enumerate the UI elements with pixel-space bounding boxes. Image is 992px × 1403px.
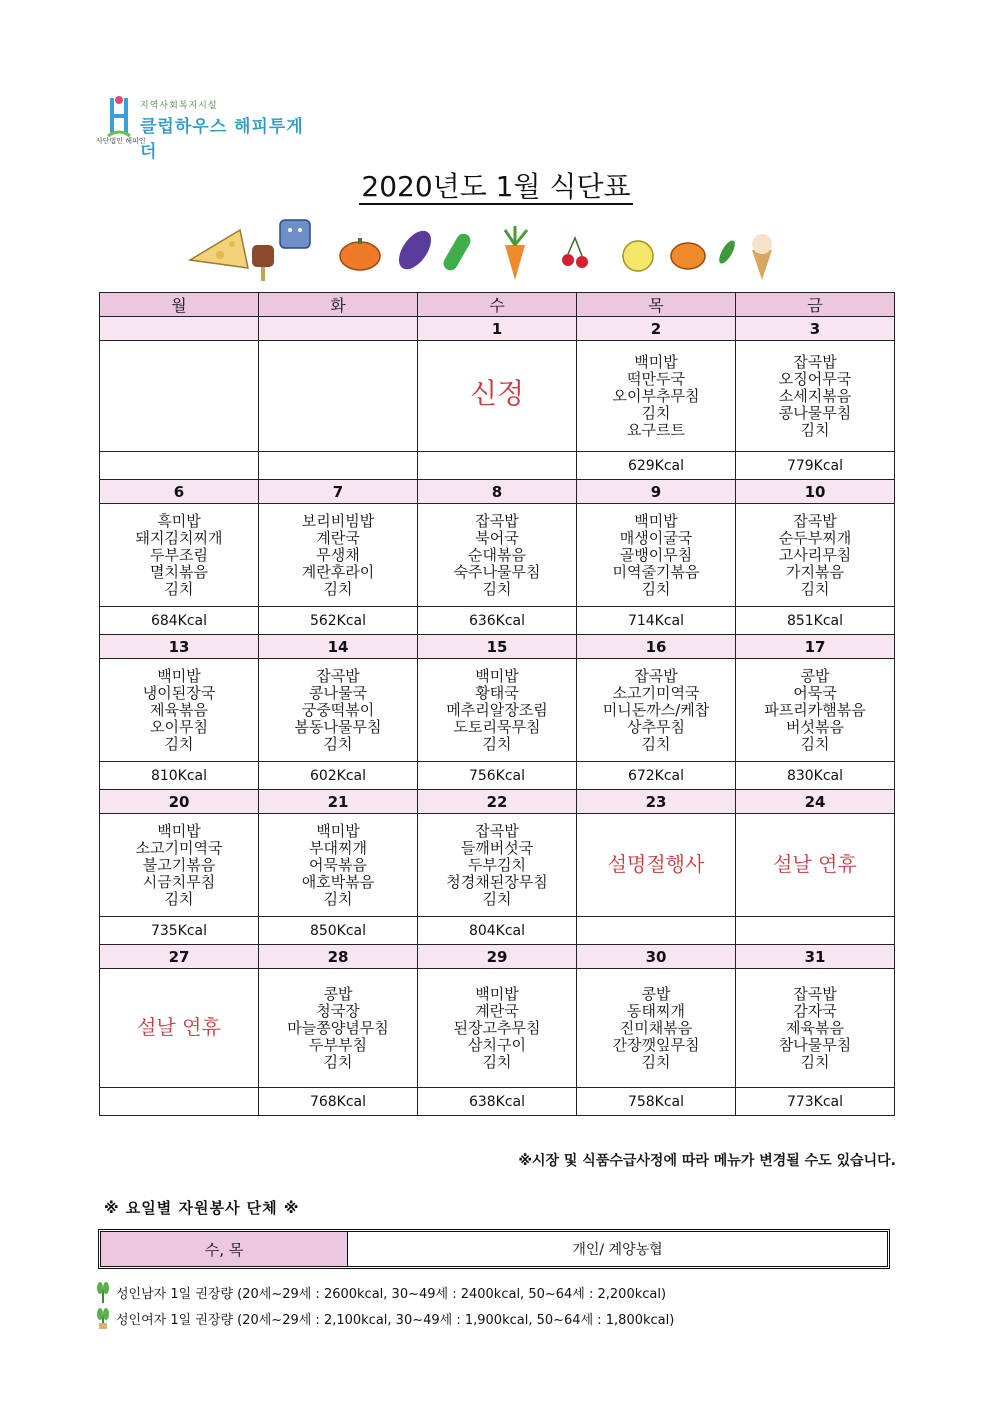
menu-items: 콩밥 청국장 마늘쫑양념무침 두부부침 김치 — [287, 984, 389, 1071]
kcal-cell: 850Kcal — [259, 917, 418, 945]
date-cell: 27 — [100, 945, 259, 969]
kcal-row — [100, 452, 895, 480]
date-cell — [259, 317, 418, 341]
kcal-row — [100, 607, 895, 635]
kcal-cell — [736, 917, 895, 945]
menu-items: 콩밥 어묵국 파프리카햄볶음 버섯볶음 김치 — [764, 666, 866, 753]
eggplant-icon — [393, 225, 438, 275]
kcal-cell: 810Kcal — [100, 762, 259, 790]
date-cell: 6 — [100, 480, 259, 504]
menu-row — [100, 341, 895, 452]
kcal-cell — [259, 452, 418, 480]
kcal-cell: 684Kcal — [100, 607, 259, 635]
logo — [96, 92, 316, 162]
menu-cell — [577, 969, 736, 1088]
sprout-icon — [96, 1281, 110, 1303]
menu-items: 잡곡밥 소고기미역국 미니돈까스/케찹 상추무침 김치 — [602, 666, 710, 753]
food-banner — [170, 210, 780, 290]
date-row — [100, 317, 895, 341]
weekday-header-row — [100, 293, 895, 317]
menu-items: 보리비빔밥 계란국 무생채 계란후라이 김치 — [301, 511, 375, 598]
menu-cell — [259, 814, 418, 917]
popsicle-icon — [252, 245, 274, 281]
kcal-cell — [418, 452, 577, 480]
cherry-icon — [562, 238, 588, 268]
icecream-icon — [752, 234, 772, 280]
kcal-cell: 638Kcal — [418, 1088, 577, 1116]
menu-cell — [418, 659, 577, 762]
menu-items: 백미밥 계란국 된장고추무침 삼치구이 김치 — [453, 984, 541, 1071]
menu-cell — [259, 659, 418, 762]
menu-row — [100, 814, 895, 917]
kcal-row — [100, 917, 895, 945]
menu-items: 콩밥 동태찌개 진미채볶음 간장깻잎무침 김치 — [612, 984, 700, 1071]
kcal-cell: 636Kcal — [418, 607, 577, 635]
menu-cell — [736, 341, 895, 452]
menu-items: 잡곡밥 들깨버섯국 두부김치 청경채된장무침 김치 — [446, 821, 548, 908]
holiday-label: 설날 연휴 — [137, 1014, 221, 1039]
menu-cell — [259, 504, 418, 607]
menu-cell — [100, 659, 259, 762]
kcal-cell: 629Kcal — [577, 452, 736, 480]
date-cell: 8 — [418, 480, 577, 504]
menu-cell — [259, 341, 418, 452]
weekday-header: 월 — [100, 293, 259, 317]
cucumber-icon — [441, 231, 473, 273]
date-row — [100, 635, 895, 659]
menu-items: 백미밥 매생이굴국 골뱅이무침 미역줄기볶음 김치 — [612, 511, 700, 598]
date-cell: 23 — [577, 790, 736, 814]
kcal-row — [100, 762, 895, 790]
menu-cell — [100, 504, 259, 607]
date-cell: 30 — [577, 945, 736, 969]
menu-change-notice: ※시장 및 식품수급사정에 따라 메뉴가 변경될 수도 있습니다. — [518, 1153, 896, 1169]
page-title: 2020년도 1월 식단표 — [361, 170, 631, 203]
kcal-cell — [100, 1088, 259, 1116]
kcal-cell — [100, 452, 259, 480]
kcal-cell: 756Kcal — [418, 762, 577, 790]
kcal-cell: 672Kcal — [577, 762, 736, 790]
date-cell: 31 — [736, 945, 895, 969]
logo-org: 사단법인 해피인 — [96, 137, 146, 145]
menu-cell — [418, 341, 577, 452]
menu-cell — [259, 969, 418, 1088]
can-icon — [280, 220, 310, 248]
pumpkin-icon — [340, 238, 380, 270]
menu-cell — [577, 659, 736, 762]
menu-items: 백미밥 부대찌개 어묵볶음 애호박볶음 김치 — [301, 821, 375, 908]
menu-items: 잡곡밥 감자국 제육볶음 참나물무침 김치 — [778, 984, 852, 1071]
kcal-cell: 562Kcal — [259, 607, 418, 635]
menu-cell — [418, 969, 577, 1088]
apple-icon — [623, 241, 653, 271]
date-cell: 22 — [418, 790, 577, 814]
holiday-label: 설날 연휴 — [773, 851, 857, 876]
kcal-row — [100, 1088, 895, 1116]
volunteer-group: 개인/ 계양농협 — [572, 1242, 663, 1258]
intake-male-text: 성인남자 1일 권장량 (20세~29세 : 2600kcal, 30~49세 : 2400kcal, 50~64세 : 2,200kcal) — [116, 1286, 667, 1302]
intake-female — [96, 1307, 674, 1329]
intake-female-text: 성인여자 1일 권장량 (20세~29세 : 2,100kcal, 30~49세 : 1,900kcal, 50~64세 : 1,800kcal) — [116, 1312, 675, 1328]
pepper-icon — [716, 238, 738, 266]
date-cell — [100, 317, 259, 341]
date-cell: 24 — [736, 790, 895, 814]
menu-items: 백미밥 황태국 메추리알장조림 도토리묵무침 김치 — [446, 666, 548, 753]
volunteer-day: 수, 목 — [101, 1232, 348, 1266]
menu-cell — [736, 659, 895, 762]
logo-subtitle: 지역사회복지시설 — [140, 101, 218, 111]
sprout-icon — [96, 1307, 110, 1329]
menu-items: 백미밥 소고기미역국 불고기볶음 시금치무침 김치 — [135, 821, 223, 908]
menu-cell — [100, 341, 259, 452]
menu-items: 백미밥 냉이된장국 제육볶음 오이무침 김치 — [142, 666, 216, 753]
date-cell: 16 — [577, 635, 736, 659]
kcal-cell: 830Kcal — [736, 762, 895, 790]
weekday-header: 금 — [736, 293, 895, 317]
pumpkin-icon — [671, 243, 705, 269]
weekday-header: 목 — [577, 293, 736, 317]
menu-items: 잡곡밥 순두부찌개 고사리무침 가지볶음 김치 — [778, 511, 852, 598]
date-cell: 10 — [736, 480, 895, 504]
logo-name: 클럽하우스 해피투게더 — [140, 117, 304, 162]
kcal-cell: 773Kcal — [736, 1088, 895, 1116]
menu-cell — [736, 969, 895, 1088]
date-cell: 1 — [418, 317, 577, 341]
menu-cell — [418, 504, 577, 607]
kcal-cell: 602Kcal — [259, 762, 418, 790]
date-cell: 14 — [259, 635, 418, 659]
date-cell: 20 — [100, 790, 259, 814]
intake-male — [96, 1281, 666, 1303]
volunteer-table — [98, 1229, 890, 1269]
cheese-icon — [190, 230, 248, 268]
volunteer-title: ※ 요일별 자원봉사 단체 ※ — [104, 1199, 300, 1217]
kcal-cell: 758Kcal — [577, 1088, 736, 1116]
menu-items: 잡곡밥 콩나물국 궁중떡볶이 봄동나물무침 김치 — [294, 666, 382, 753]
date-cell: 2 — [577, 317, 736, 341]
menu-table — [99, 292, 895, 1116]
date-cell: 15 — [418, 635, 577, 659]
menu-cell — [736, 504, 895, 607]
menu-cell — [100, 969, 259, 1088]
menu-row — [100, 659, 895, 762]
date-cell: 29 — [418, 945, 577, 969]
menu-row — [100, 969, 895, 1088]
menu-cell — [736, 814, 895, 917]
date-cell: 28 — [259, 945, 418, 969]
menu-row — [100, 504, 895, 607]
kcal-cell: 804Kcal — [418, 917, 577, 945]
date-cell: 17 — [736, 635, 895, 659]
holiday-label: 설명절행사 — [607, 851, 705, 876]
menu-cell — [577, 814, 736, 917]
date-row — [100, 480, 895, 504]
logo-h-icon — [104, 94, 134, 140]
weekday-header: 화 — [259, 293, 418, 317]
kcal-cell — [577, 917, 736, 945]
date-row — [100, 945, 895, 969]
kcal-cell: 851Kcal — [736, 607, 895, 635]
weekday-header: 수 — [418, 293, 577, 317]
carrot-icon — [505, 226, 527, 280]
date-cell: 21 — [259, 790, 418, 814]
menu-items: 잡곡밥 북어국 순대볶음 숙주나물무침 김치 — [453, 511, 541, 598]
kcal-cell: 714Kcal — [577, 607, 736, 635]
menu-cell — [100, 814, 259, 917]
menu-cell — [577, 504, 736, 607]
menu-cell — [577, 341, 736, 452]
date-cell: 13 — [100, 635, 259, 659]
menu-items: 흑미밥 돼지김치찌개 두부조림 멸치볶음 김치 — [135, 511, 223, 598]
menu-items: 백미밥 떡만두국 오이부추무침 김치 요구르트 — [612, 352, 700, 439]
date-cell: 9 — [577, 480, 736, 504]
menu-cell — [418, 814, 577, 917]
date-cell: 3 — [736, 317, 895, 341]
date-row — [100, 790, 895, 814]
kcal-cell: 779Kcal — [736, 452, 895, 480]
kcal-cell: 768Kcal — [259, 1088, 418, 1116]
holiday-label: 신정 — [469, 377, 525, 410]
menu-items: 잡곡밥 오징어무국 소세지볶음 콩나물무침 김치 — [778, 352, 852, 439]
kcal-cell: 735Kcal — [100, 917, 259, 945]
date-cell: 7 — [259, 480, 418, 504]
